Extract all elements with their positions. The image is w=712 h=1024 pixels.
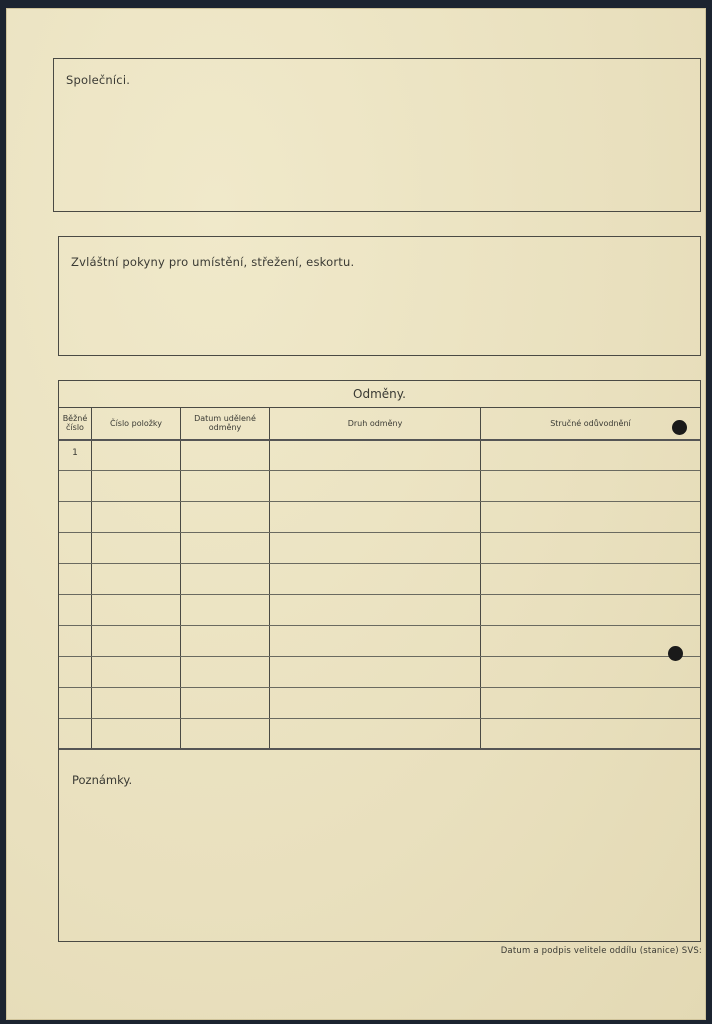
- rewards-table: [58, 380, 701, 942]
- table-bottom-rule: [59, 748, 700, 750]
- col-header-date: Datum udělené odměny: [194, 414, 256, 432]
- col-header-number: Běžné číslo: [62, 414, 88, 432]
- instructions-label: Zvláštní pokyny pro umístění, střežení, eskortu.: [71, 255, 355, 269]
- row-rule: [59, 532, 700, 533]
- punch-hole: [668, 646, 683, 661]
- row-rule: [59, 563, 700, 564]
- header-rule: [59, 439, 700, 441]
- row-number: 1: [72, 448, 78, 458]
- col-header-justification: Stručné odůvodnění: [550, 418, 631, 428]
- row-rule: [59, 470, 700, 471]
- signature-line-label: Datum a podpis velitele oddílu (stanice) SVS:: [500, 946, 702, 956]
- row-rule: [59, 718, 700, 719]
- column-divider: [480, 408, 481, 748]
- row-rule: [59, 594, 700, 595]
- punch-hole: [672, 420, 687, 435]
- column-divider: [269, 408, 270, 748]
- column-divider: [180, 408, 181, 748]
- partners-label: Společníci.: [66, 73, 131, 87]
- partners-box: [53, 58, 701, 212]
- rewards-title: Odměny.: [59, 381, 700, 408]
- row-rule: [59, 656, 700, 657]
- col-header-item-number: Číslo položky: [109, 418, 162, 428]
- form-page: [6, 8, 706, 1020]
- row-rule: [59, 625, 700, 626]
- instructions-box: [58, 236, 701, 356]
- column-divider: [91, 408, 92, 748]
- notes-label: Poznámky.: [72, 773, 133, 787]
- row-rule: [59, 687, 700, 688]
- row-rule: [59, 501, 700, 502]
- col-header-reward-type: Druh odměny: [347, 418, 403, 428]
